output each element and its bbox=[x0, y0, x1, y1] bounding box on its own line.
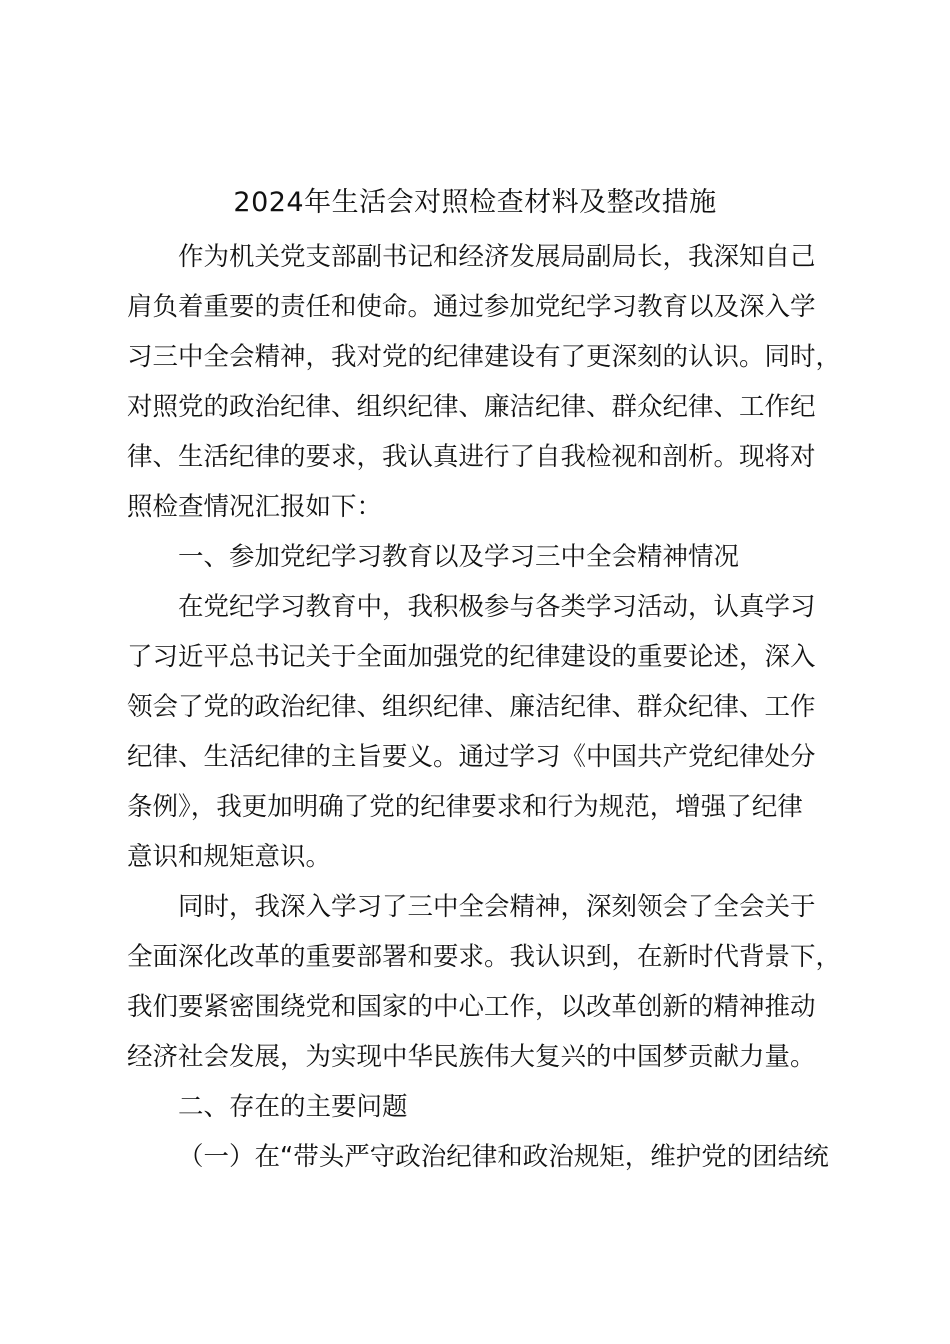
paragraph-line: 领会了党的政治纪律、组织纪律、廉洁纪律、群众纪律、工作 bbox=[127, 692, 816, 722]
paragraph-line: 照检查情况汇报如下： bbox=[127, 492, 383, 522]
paragraph-line: 全面深化改革的重要部署和要求。我认识到，在新时代背景下， bbox=[127, 942, 842, 972]
paragraph-line: 了习近平总书记关于全面加强党的纪律建设的重要论述，深入 bbox=[127, 642, 816, 672]
paragraph-line: 意识和规矩意识。 bbox=[127, 842, 332, 872]
section-heading: 一、参加党纪学习教育以及学习三中全会精神情况 bbox=[178, 542, 740, 572]
paragraph-line: 肩负着重要的责任和使命。通过参加党纪学习教育以及深入学 bbox=[127, 292, 816, 322]
paragraph-line: 作为机关党支部副书记和经济发展局副局长，我深知自己 bbox=[178, 242, 816, 272]
section-heading: 二、存在的主要问题 bbox=[178, 1092, 408, 1122]
paragraph-line: 经济社会发展，为实现中华民族伟大复兴的中国梦贡献力量。 bbox=[127, 1042, 816, 1072]
paragraph-line: 纪律、生活纪律的主旨要义。通过学习《中国共产党纪律处分 bbox=[127, 742, 816, 772]
paragraph-line: 在党纪学习教育中，我积极参与各类学习活动，认真学习 bbox=[178, 592, 816, 622]
paragraph-line: 同时，我深入学习了三中全会精神，深刻领会了全会关于 bbox=[178, 892, 816, 922]
paragraph-line: 习三中全会精神，我对党的纪律建设有了更深刻的认识。同时， bbox=[127, 342, 842, 372]
paragraph-line: 律、生活纪律的要求，我认真进行了自我检视和剖析。现将对 bbox=[127, 442, 816, 472]
paragraph-line: 条例》，我更加明确了党的纪律要求和行为规范，增强了纪律 bbox=[127, 792, 803, 822]
subsection-heading: （一）在“带头严守政治纪律和政治规矩，维护党的团结统 bbox=[178, 1142, 829, 1172]
paragraph-line: 对照党的政治纪律、组织纪律、廉洁纪律、群众纪律、工作纪 bbox=[127, 392, 816, 422]
document-title: 2024年生活会对照检查材料及整改措施 bbox=[233, 187, 717, 218]
paragraph-line: 我们要紧密围绕党和国家的中心工作，以改革创新的精神推动 bbox=[127, 992, 816, 1022]
